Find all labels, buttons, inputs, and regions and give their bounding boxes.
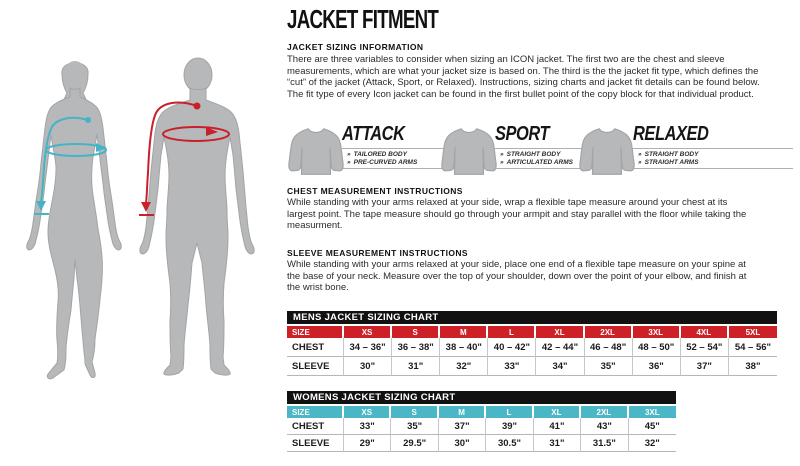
- size-value-cell: 41": [534, 418, 581, 435]
- size-value-cell: 48 – 50": [633, 338, 681, 357]
- size-value-cell: 35": [585, 357, 633, 376]
- size-value-cell: 31": [392, 357, 440, 376]
- size-value-cell: 30.5": [486, 435, 533, 452]
- womens-sizing-chart: [287, 391, 676, 452]
- sizing-info-body: There are three variables to consider when sizing an ICON jacket. The first two are the chest and sleeve measurements, which are what your jacket size is based on. The third is the the jacket fit type, which defines the “cut” of the jacket (Attack, Sport, or Relaxed). Instructions, sizing charts and jacket fit details can be found below. The fit type of every Icon jacket can be found in the first bullet point of the copy block for that individual product.: [287, 54, 760, 100]
- size-value-cell: 46 – 48": [585, 338, 633, 357]
- column-header: 2XL: [585, 326, 633, 338]
- column-header: XS: [344, 326, 392, 338]
- column-header: 4XL: [681, 326, 729, 338]
- fit-bullet: » STRAIGHT BODY: [638, 151, 699, 158]
- column-header: 3XL: [633, 326, 681, 338]
- bullet-marker-icon: »: [347, 151, 351, 158]
- size-value-cell: 32": [440, 357, 488, 376]
- row-label: CHEST: [287, 338, 344, 357]
- size-value-cell: 43": [581, 418, 628, 435]
- fit-type-bullets: [347, 151, 417, 167]
- column-header: S: [391, 406, 438, 418]
- chest-instructions-heading: CHEST MEASUREMENT INSTRUCTIONS: [287, 186, 463, 196]
- page-title: JACKET FITMENT: [287, 4, 439, 34]
- size-value-cell: 37": [681, 357, 729, 376]
- fit-type-relaxed: [578, 121, 794, 185]
- size-value-cell: 36": [633, 357, 681, 376]
- column-header: 2XL: [581, 406, 628, 418]
- size-value-cell: 31.5": [581, 435, 628, 452]
- content-column: [287, 0, 795, 466]
- size-value-cell: 45": [629, 418, 676, 435]
- chest-instructions-body: While standing with your arms relaxed at your side, wrap a flexible tape measure around your chest at its largest point. The tape measure should go through your armpit and stay parallel with the floor while taking the measurment.: [287, 197, 747, 232]
- row-label: CHEST: [287, 418, 344, 435]
- column-header: SIZE: [287, 326, 344, 338]
- womens-chart-title: WOMENS JACKET SIZING CHART: [287, 391, 676, 404]
- mens-sizing-chart: [287, 311, 777, 376]
- mens-chart-title: MENS JACKET SIZING CHART: [287, 311, 777, 324]
- column-header: XS: [344, 406, 391, 418]
- size-value-cell: 40 – 42": [488, 338, 536, 357]
- size-value-cell: 29": [344, 435, 391, 452]
- jacket-icon: [287, 124, 345, 180]
- female-silhouette: [27, 61, 122, 379]
- fit-bullet: » STRAIGHT BODY: [500, 151, 561, 158]
- size-value-cell: 33": [488, 357, 536, 376]
- size-value-cell: 34": [536, 357, 584, 376]
- size-value-cell: 35": [391, 418, 438, 435]
- size-value-cell: 33": [344, 418, 391, 435]
- fit-bullet: » PRE-CURVED ARMS: [347, 159, 418, 166]
- column-header: M: [440, 326, 488, 338]
- column-header: 3XL: [629, 406, 676, 418]
- size-value-cell: 30": [344, 357, 392, 376]
- size-value-cell: 29.5": [391, 435, 438, 452]
- size-value-cell: 52 – 54": [681, 338, 729, 357]
- sizing-info-heading: JACKET SIZING INFORMATION: [287, 42, 424, 52]
- jacket-icon: [578, 124, 636, 180]
- size-value-cell: 38": [729, 357, 777, 376]
- mens-chart-grid: [287, 326, 777, 376]
- fit-bullet: » TAILORED BODY: [347, 151, 407, 158]
- row-label: SLEEVE: [287, 357, 344, 376]
- fit-bullet: » ARTICULATED ARMS: [500, 159, 573, 166]
- column-header: S: [392, 326, 440, 338]
- fitment-figures-illustration: [0, 30, 285, 430]
- fit-type-name: ATTACK: [342, 123, 405, 145]
- size-value-cell: 30": [439, 435, 486, 452]
- size-value-cell: 31": [534, 435, 581, 452]
- bullet-marker-icon: »: [347, 159, 351, 166]
- bullet-marker-icon: »: [500, 159, 504, 166]
- size-value-cell: 36 – 38": [392, 338, 440, 357]
- fit-type-bullets: [500, 151, 573, 167]
- fit-bullet: » STRAIGHT ARMS: [638, 159, 699, 166]
- column-header: M: [439, 406, 486, 418]
- column-header: SIZE: [287, 406, 344, 418]
- bullet-marker-icon: »: [638, 151, 642, 158]
- size-value-cell: 34 – 36": [344, 338, 392, 357]
- column-header: L: [486, 406, 533, 418]
- womens-chart-grid: [287, 406, 676, 452]
- fit-type-name: RELAXED: [633, 123, 709, 145]
- fit-type-name: SPORT: [495, 123, 550, 145]
- size-value-cell: 37": [439, 418, 486, 435]
- bullet-marker-icon: »: [500, 151, 504, 158]
- size-value-cell: 54 – 56": [729, 338, 777, 357]
- fit-types-strip: [287, 121, 795, 185]
- sleeve-instructions-heading: SLEEVE MEASUREMENT INSTRUCTIONS: [287, 248, 468, 258]
- column-header: XL: [536, 326, 584, 338]
- bullet-marker-icon: »: [638, 159, 642, 166]
- column-header: XL: [534, 406, 581, 418]
- row-label: SLEEVE: [287, 435, 344, 452]
- column-header: L: [488, 326, 536, 338]
- column-header: 5XL: [729, 326, 777, 338]
- size-value-cell: 42 – 44": [536, 338, 584, 357]
- fit-type-bullets: [638, 151, 699, 167]
- sleeve-instructions-body: While standing with your arms relaxed at your side, place one end of a flexible tape measure on your spine at the base of your neck. Measure over the top of your shoulder, down over the point of your elbow, and finish at the wrist bone.: [287, 259, 747, 294]
- size-value-cell: 39": [486, 418, 533, 435]
- jacket-icon: [440, 124, 498, 180]
- size-value-cell: 32": [629, 435, 676, 452]
- size-value-cell: 38 – 40": [440, 338, 488, 357]
